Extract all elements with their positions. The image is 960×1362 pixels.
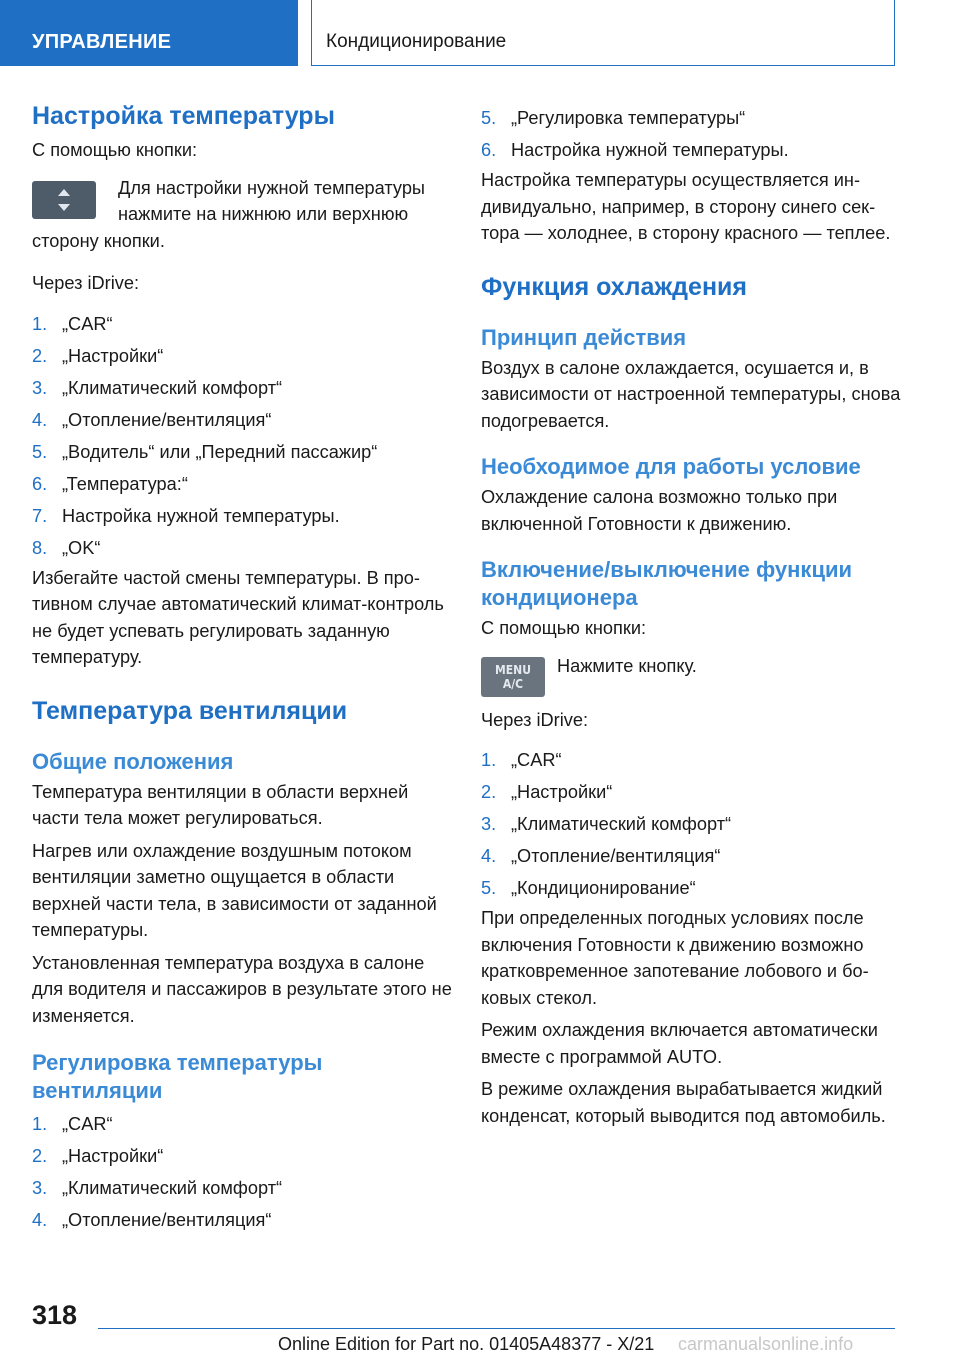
arrow-down-icon [58, 204, 70, 211]
list-item: 5. „Водитель“ или „Передний пассажир“ [32, 441, 378, 462]
list-item: 3. „Климатический комфорт“ [32, 1178, 283, 1198]
idrive-intro-right: Через iDrive: [481, 709, 588, 730]
heading-vent-temp: Температура вентиляции [32, 696, 348, 725]
button-intro-right: С помощью кнопки: [481, 618, 647, 638]
right-column [481, 100, 901, 1129]
principle-text: Воздух в салоне охлаждается, осушается и, в зависимости от настроенной температуры, снова подогревается. [481, 357, 901, 431]
button-intro: С помощью кнопки: [32, 140, 198, 160]
edition-text: Online Edition for Part no. 01405A48377 - X/21 [278, 1334, 655, 1354]
general-para-2: Нагрев или охлаждение воздушным потоком вентиляции заметно ощущается в области верхней части тела, в зависимости от заданной температуры. [32, 840, 437, 940]
condensate-note: В режиме охлаждения вырабатывается жидкий конденсат, который выводится под автомобиль. [481, 1079, 886, 1126]
list-item: 2. „Настройки“ [481, 782, 613, 802]
heading-principle: Принцип действия [481, 324, 687, 350]
footer-divider [98, 1328, 895, 1329]
temp-button-text: Для настройки нужной температуры нажмите на нижнюю или верхнюю сторону кнопки. [32, 177, 426, 251]
list-item: 1. „CAR“ [481, 750, 562, 770]
temp-rocker-button-icon [32, 181, 96, 219]
general-para-3: Установленная температура воздуха в салоне для водителя и пассажиров в результате этого не изменяется. [32, 952, 452, 1026]
steps-temp-cont [481, 105, 901, 164]
avoid-note: Избегайте частой смены температуры. В противном случае автоматический климат-контроль не будет успевать регулировать заданную температуру. [32, 567, 444, 667]
list-item: 3. „Климатический комфорт“ [481, 814, 732, 834]
list-item: 5. „Регулировка температуры“ [481, 108, 746, 128]
individual-note: Настройка температуры осуществляется индивидуально, например, в сторону синего сектора — холоднее, в сторону красного — теплее. [481, 170, 891, 243]
section-tab [0, 0, 298, 66]
chapter-title: Кондиционирование [326, 31, 507, 52]
general-para-1: Температура вентиляции в области верхней части тела может регулироваться. [32, 781, 409, 828]
press-button-text: Нажмите кнопку. [557, 655, 697, 676]
list-item: 4. „Отопление/вентиляция“ [32, 409, 272, 430]
heading-condition: Необходимое для работы условие [481, 454, 861, 479]
heading-onoff: Включение/выключение функции кондиционера [481, 557, 853, 610]
steps-vent [32, 1111, 452, 1234]
list-item: 8. „OK“ [32, 537, 101, 558]
list-item: 1. „CAR“ [32, 1114, 113, 1134]
auto-note: Режим охлаждения включается автоматически вместе с программой AUTO. [481, 1020, 878, 1067]
fog-note: При определенных погодных условиях после включения Готовности к движению возможно кратковременное запотевание лобового и боковых стекол. [481, 908, 869, 1008]
list-item: 2. „Настройки“ [32, 1146, 164, 1166]
menu-ac-button-icon: MENU A/C [481, 657, 545, 697]
list-item: 2. „Настройки“ [32, 345, 164, 366]
list-item: 1. „CAR“ [32, 313, 113, 334]
heading-general: Общие положения [32, 748, 234, 774]
steps-ac [481, 747, 901, 902]
page-number: 318 [32, 1300, 78, 1330]
idrive-intro: Через iDrive: [32, 273, 139, 293]
condition-text: Охлаждение салона возможно только при включенной Готовности к движению. [481, 487, 838, 534]
arrow-up-icon [58, 189, 70, 196]
list-item: 3. „Климатический комфорт“ [32, 377, 283, 398]
heading-temp-setting: Настройка температуры [32, 102, 335, 130]
list-item: 6. „Температура:“ [32, 473, 188, 494]
heading-cooling: Функция охлаждения [481, 272, 748, 301]
chapter-tab [311, 0, 895, 66]
list-item: 6. Настройка нужной температуры. [481, 140, 789, 160]
ac-button-block [481, 653, 901, 697]
list-item: 4. „Отопление/вентиляция“ [32, 1210, 272, 1230]
list-item: 5. „Кондиционирование“ [481, 878, 696, 898]
list-item: 7. Настройка нужной температуры. [32, 505, 340, 526]
watermark-text: carmanualsonline.info [678, 1334, 854, 1354]
list-item: 4. „Отопление/вентиляция“ [481, 846, 721, 866]
steps-temp [32, 311, 452, 562]
temp-button-block [32, 175, 452, 255]
left-column [32, 100, 452, 1239]
heading-vent-regulation: Регулировка температуры вентиляции [32, 1050, 323, 1103]
section-title: УПРАВЛЕНИЕ [32, 31, 172, 53]
